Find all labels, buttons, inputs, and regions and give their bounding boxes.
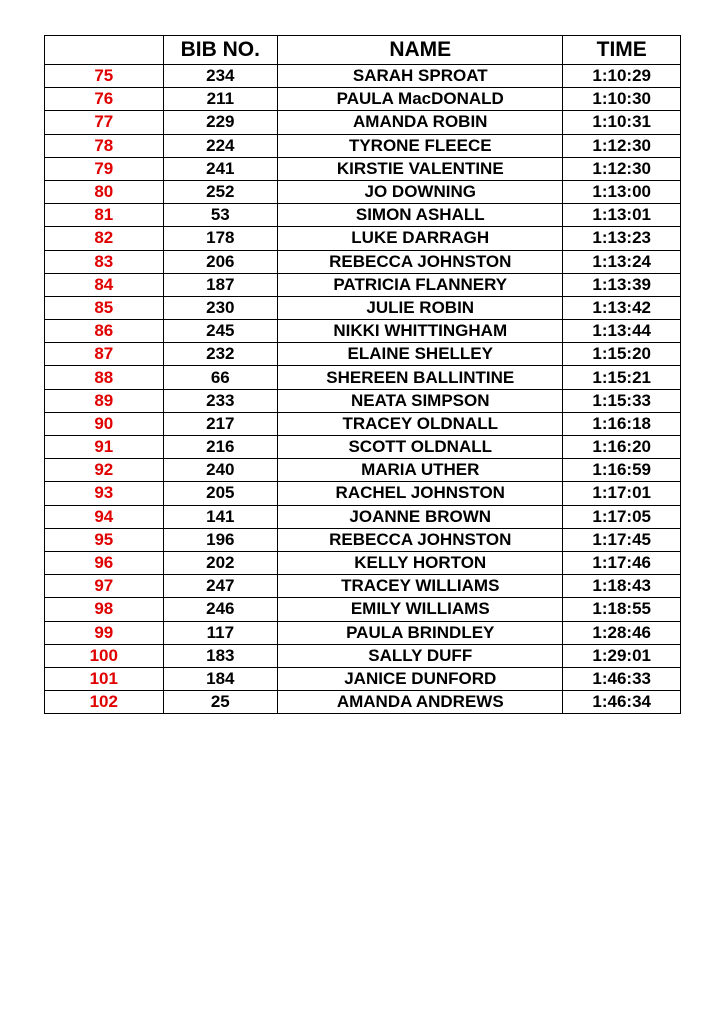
position-cell: 89 — [45, 389, 164, 412]
bib-number-cell: 206 — [163, 250, 278, 273]
position-cell: 76 — [45, 88, 164, 111]
finish-time-cell: 1:17:01 — [563, 482, 681, 505]
bib-number-cell: 241 — [163, 157, 278, 180]
runner-name-cell: MARIA UTHER — [278, 459, 563, 482]
table-row — [45, 343, 681, 366]
bib-number-cell: 196 — [163, 528, 278, 551]
table-row — [45, 436, 681, 459]
finish-time-cell: 1:29:01 — [563, 644, 681, 667]
bib-number-cell: 205 — [163, 482, 278, 505]
bib-number-cell: 141 — [163, 505, 278, 528]
bib-number-cell: 211 — [163, 88, 278, 111]
bib-number-cell: 232 — [163, 343, 278, 366]
finish-time-cell: 1:10:30 — [563, 88, 681, 111]
bib-number-cell: 183 — [163, 644, 278, 667]
bib-number-cell: 233 — [163, 389, 278, 412]
bib-number-cell: 217 — [163, 412, 278, 435]
table-row — [45, 551, 681, 574]
bib-number-cell: 252 — [163, 180, 278, 203]
bib-number-cell: 240 — [163, 459, 278, 482]
finish-time-cell: 1:16:59 — [563, 459, 681, 482]
bib-number-cell: 230 — [163, 296, 278, 319]
finish-time-cell: 1:18:43 — [563, 575, 681, 598]
runner-name-cell: AMANDA ROBIN — [278, 111, 563, 134]
runner-name-cell: TYRONE FLEECE — [278, 134, 563, 157]
position-cell: 93 — [45, 482, 164, 505]
runner-name-cell: JULIE ROBIN — [278, 296, 563, 319]
finish-time-cell: 1:13:23 — [563, 227, 681, 250]
finish-time-cell: 1:10:29 — [563, 65, 681, 88]
table-row — [45, 227, 681, 250]
table-row — [45, 320, 681, 343]
position-cell: 92 — [45, 459, 164, 482]
bib-number-cell: 66 — [163, 366, 278, 389]
position-cell: 91 — [45, 436, 164, 459]
table-row — [45, 296, 681, 319]
runner-name-cell: LUKE DARRAGH — [278, 227, 563, 250]
position-cell: 81 — [45, 204, 164, 227]
position-cell: 86 — [45, 320, 164, 343]
runner-name-cell: REBECCA JOHNSTON — [278, 528, 563, 551]
table-row — [45, 65, 681, 88]
runner-name-cell: EMILY WILLIAMS — [278, 598, 563, 621]
position-cell: 96 — [45, 551, 164, 574]
table-row — [45, 667, 681, 690]
finish-time-cell: 1:46:34 — [563, 691, 681, 714]
finish-time-cell: 1:16:18 — [563, 412, 681, 435]
position-cell: 95 — [45, 528, 164, 551]
runner-name-cell: REBECCA JOHNSTON — [278, 250, 563, 273]
position-cell: 79 — [45, 157, 164, 180]
table-row — [45, 459, 681, 482]
finish-time-cell: 1:13:00 — [563, 180, 681, 203]
finish-time-cell: 1:15:33 — [563, 389, 681, 412]
bib-number-cell: 178 — [163, 227, 278, 250]
finish-time-cell: 1:13:42 — [563, 296, 681, 319]
finish-time-cell: 1:13:24 — [563, 250, 681, 273]
runner-name-cell: SHEREEN BALLINTINE — [278, 366, 563, 389]
table-row — [45, 505, 681, 528]
finish-time-cell: 1:28:46 — [563, 621, 681, 644]
bib-number-cell: 216 — [163, 436, 278, 459]
position-cell: 75 — [45, 65, 164, 88]
runner-name-cell: SCOTT OLDNALL — [278, 436, 563, 459]
runner-name-cell: PAULA MacDONALD — [278, 88, 563, 111]
bib-number-cell: 117 — [163, 621, 278, 644]
finish-time-cell: 1:17:46 — [563, 551, 681, 574]
table-row — [45, 134, 681, 157]
bib-number-cell: 25 — [163, 691, 278, 714]
table-row — [45, 598, 681, 621]
runner-name-cell: SALLY DUFF — [278, 644, 563, 667]
table-row — [45, 482, 681, 505]
bib-number-cell: 229 — [163, 111, 278, 134]
finish-time-cell: 1:46:33 — [563, 667, 681, 690]
finish-time-cell: 1:13:01 — [563, 204, 681, 227]
runner-name-cell: JANICE DUNFORD — [278, 667, 563, 690]
finish-time-cell: 1:17:05 — [563, 505, 681, 528]
bib-number-cell: 53 — [163, 204, 278, 227]
position-cell: 84 — [45, 273, 164, 296]
finish-time-cell: 1:15:21 — [563, 366, 681, 389]
runner-name-cell: KIRSTIE VALENTINE — [278, 157, 563, 180]
finish-time-cell: 1:12:30 — [563, 134, 681, 157]
table-row — [45, 621, 681, 644]
runner-name-cell: TRACEY OLDNALL — [278, 412, 563, 435]
runner-name-cell: PATRICIA FLANNERY — [278, 273, 563, 296]
bib-number-cell: 246 — [163, 598, 278, 621]
position-cell: 101 — [45, 667, 164, 690]
bib-column-header: BIB NO. — [163, 36, 278, 65]
position-cell: 88 — [45, 366, 164, 389]
results-table — [44, 35, 681, 714]
bib-number-cell: 234 — [163, 65, 278, 88]
finish-time-cell: 1:16:20 — [563, 436, 681, 459]
bib-number-cell: 247 — [163, 575, 278, 598]
results-table-body — [45, 65, 681, 714]
runner-name-cell: RACHEL JOHNSTON — [278, 482, 563, 505]
runner-name-cell: KELLY HORTON — [278, 551, 563, 574]
position-cell: 94 — [45, 505, 164, 528]
finish-time-cell: 1:12:30 — [563, 157, 681, 180]
finish-time-cell: 1:17:45 — [563, 528, 681, 551]
table-row — [45, 575, 681, 598]
header-row — [45, 36, 681, 65]
finish-time-cell: 1:18:55 — [563, 598, 681, 621]
position-cell: 87 — [45, 343, 164, 366]
finish-time-cell: 1:13:44 — [563, 320, 681, 343]
position-cell: 98 — [45, 598, 164, 621]
results-table-header — [45, 36, 681, 65]
position-cell: 78 — [45, 134, 164, 157]
table-row — [45, 250, 681, 273]
runner-name-cell: TRACEY WILLIAMS — [278, 575, 563, 598]
position-cell: 100 — [45, 644, 164, 667]
position-cell: 90 — [45, 412, 164, 435]
runner-name-cell: ELAINE SHELLEY — [278, 343, 563, 366]
runner-name-cell: SIMON ASHALL — [278, 204, 563, 227]
finish-time-cell: 1:13:39 — [563, 273, 681, 296]
time-column-header: TIME — [563, 36, 681, 65]
table-row — [45, 180, 681, 203]
position-cell: 77 — [45, 111, 164, 134]
finish-time-cell: 1:10:31 — [563, 111, 681, 134]
runner-name-cell: NIKKI WHITTINGHAM — [278, 320, 563, 343]
runner-name-cell: AMANDA ANDREWS — [278, 691, 563, 714]
table-row — [45, 366, 681, 389]
bib-number-cell: 224 — [163, 134, 278, 157]
bib-number-cell: 187 — [163, 273, 278, 296]
bib-number-cell: 184 — [163, 667, 278, 690]
bib-number-cell: 245 — [163, 320, 278, 343]
position-cell: 80 — [45, 180, 164, 203]
runner-name-cell: NEATA SIMPSON — [278, 389, 563, 412]
position-cell: 99 — [45, 621, 164, 644]
table-row — [45, 88, 681, 111]
position-cell: 102 — [45, 691, 164, 714]
bib-number-cell: 202 — [163, 551, 278, 574]
position-column-header — [45, 36, 164, 65]
runner-name-cell: SARAH SPROAT — [278, 65, 563, 88]
position-cell: 83 — [45, 250, 164, 273]
table-row — [45, 273, 681, 296]
table-row — [45, 204, 681, 227]
name-column-header: NAME — [278, 36, 563, 65]
table-row — [45, 644, 681, 667]
table-row — [45, 528, 681, 551]
table-row — [45, 691, 681, 714]
position-cell: 82 — [45, 227, 164, 250]
position-cell: 85 — [45, 296, 164, 319]
finish-time-cell: 1:15:20 — [563, 343, 681, 366]
runner-name-cell: JOANNE BROWN — [278, 505, 563, 528]
table-row — [45, 389, 681, 412]
position-cell: 97 — [45, 575, 164, 598]
table-row — [45, 111, 681, 134]
runner-name-cell: PAULA BRINDLEY — [278, 621, 563, 644]
table-row — [45, 157, 681, 180]
runner-name-cell: JO DOWNING — [278, 180, 563, 203]
table-row — [45, 412, 681, 435]
